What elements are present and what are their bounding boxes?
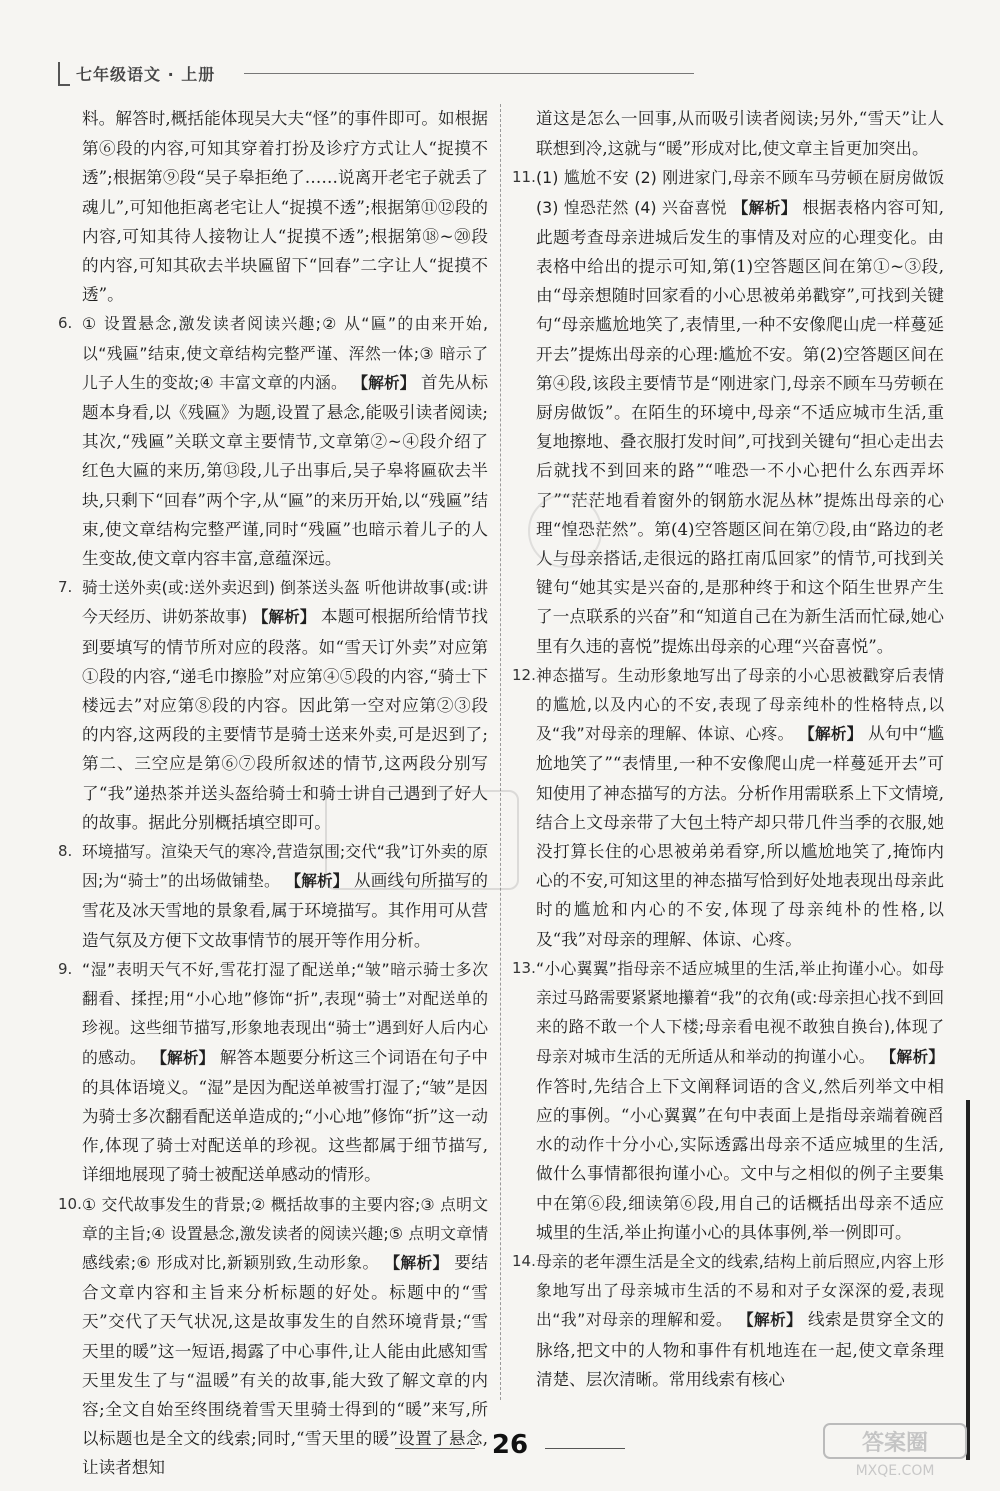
analysis-text: 道这是怎么一回事,从而吸引读者阅读;另外,“雪天”让人联想到冷,这就与“暖”形成对比,使文章主旨更加突出。 xyxy=(536,109,944,159)
analysis-label: 【解析】 xyxy=(880,1047,944,1066)
answer-item xyxy=(58,955,488,1190)
left-column xyxy=(58,104,489,1478)
question-number: 14. xyxy=(512,1251,536,1270)
answer-text: (1) 尴尬不安 (2) 刚进家门,母亲不顾车马劳顿在厨房做饭 (3) 惶恐茫然 (4) 兴奋喜悦 xyxy=(536,168,944,217)
column-divider xyxy=(500,104,501,1400)
analysis-label: 【解析】 xyxy=(252,608,316,627)
answer-item xyxy=(512,104,944,163)
analysis-label: 【解析】 xyxy=(285,872,349,891)
answer-item xyxy=(58,104,488,309)
analysis-text: 作答时,先结合上下文阐释词语的含义,然后列举文中相应的事例。“小心翼翼”在句中表面上是指母亲端着碗舀水的动作十分小心,实际透露出母亲不适应城里的生活,做什么事情都很拘谨小心。文中与之相似的例子主要集中在第⑥段,细读第⑥段,用自己的话概括出母亲不适应城里的生活,举止拘谨小心的具体事例,举一例即可。 xyxy=(536,1076,944,1242)
question-number: 8. xyxy=(58,842,73,861)
answer-site-logo xyxy=(820,1420,970,1480)
analysis-text: 线索是贯穿全文的脉络,把文中的人物和事件有机地连在一起,使文章条理清楚、层次清晰。常用线索有核心 xyxy=(536,1310,944,1389)
answer-text: ① 设置悬念,激发读者阅读兴趣;② 从“匾”的由来开始,以“残匾”结束,使文章结构完整严谨、浑然一体;③ 暗示了儿子人生的变故;④ 丰富文章的内涵。 xyxy=(82,314,488,392)
page-number: 26 xyxy=(491,1430,529,1460)
footer-rule-right xyxy=(545,1448,625,1449)
header-bracket xyxy=(58,62,70,86)
analysis-label: 【解析】 xyxy=(799,725,863,744)
header-rule xyxy=(244,73,694,74)
analysis-label: 【解析】 xyxy=(737,1311,803,1330)
question-number: 7. xyxy=(58,578,73,597)
analysis-text: 根据表格内容可知,此题考查母亲进城后发生的事情及对应的心理变化。由表格中给出的提示可知,第(1)空答题区间在第①~③段,由“母亲想随时回家看的小心思被弟弟戳穿”,可找到关键句“母亲尴尬地笑了,表情里,一种不安像爬山虎一样蔓延开去”提炼出母亲的心理:尴尬不安。第(2)空答题区间在第④段,该段主要情节是“刚进家门,母亲不顾车马劳顿在厨房做饭”。在陌生的环境中,母亲“不适应城市生活,重复地擦地、叠衣服打发时间”,可找到关键句“担心走出去后就找不到回来的路”“唯恐一不小心把什么东西弄坏了”“茫茫地看着窗外的钢筋水泥丛林”提炼出母亲的心理“惶恐茫然”。第(4)空答题区间在第⑦段,由“路边的老人与母亲搭话,走很远的路扛南瓜回家”的情节,可找到关键句“她其实是兴奋的,是那种终于和这个陌生世界产生了一点联系的兴奋”和“知道自己在为新生活而忙碌,她心里有久违的喜悦”提炼出母亲的心理“兴奋喜悦”。 xyxy=(536,197,944,656)
analysis-text: 本题可根据所给情节找到要填写的情节所对应的段落。如“雪天订外卖”对应第①段的内容,“递毛巾擦脸”对应第④⑤段的内容,“骑士下楼远去”对应第⑧段的内容。因此第一空对应第②③段的内容,这两段的主要情节是骑士送来外卖,可是迟到了;第二、三空应是第⑥⑦段所叙述的情节,这两段分别写了“我”递热茶并送头盔给骑士和骑士讲自己遇到了好人的故事。据此分别概括填空即可。 xyxy=(82,607,489,832)
analysis-text: 首先从标题本身看,以《残匾》为题,设置了悬念,能吸引读者阅读;其次,“残匾”关联文章主要情节,文章第②~④段介绍了红色大匾的来历,第⑬段,儿子出事后,吴子皋将匾砍去半块,只剩下“回春”两个字,从“匾”的来历开始,以“残匾”结束,使文章结构完整严谨,同时“残匾”也暗示着儿子的人生变故,使文章内容丰富,意蕴深远。 xyxy=(82,372,488,569)
answer-text: “小心翼翼”指母亲不适应城里的生活,举止拘谨小心。如母亲过马路需要紧紧地攥着“我”的衣角(或:母亲担心找不到回来的路不敢一个人下楼;母亲看电视不敢独自换台),体现了母亲对城市生活的无所适从和举动的拘谨小心。 xyxy=(536,958,944,1066)
answer-item xyxy=(512,163,944,660)
analysis-label: 【解析】 xyxy=(732,198,797,217)
answer-text: 母亲的老年漂生活是全文的线索,结构上前后照应,内容上形象地写出了母亲城市生活的不易和对子女深深的爱,表现出“我”对母亲的理解和爱。 xyxy=(536,1251,944,1330)
answer-text: 环境描写。渲染天气的寒冷,营造氛围;交代“我”订外卖的原因;为“骑士”的出场做铺垫。 xyxy=(82,842,488,891)
analysis-text: 料。解答时,概括能体现吴大夫“怪”的事件即可。如根据第⑥段的内容,可知其穿着打扮及诊疗方式让人“捉摸不透”;根据第⑨段“吴子皋拒绝了……说离开老宅子就丢了魂儿”,可知他拒离老宅让人“捉摸不透”;根据第⑪⑫段的内容,可知其待人接物让人“捉摸不透”;根据第⑱~⑳段的内容,可知其砍去半块匾留下“回春”二字让人“捉摸不透”。 xyxy=(82,109,488,305)
analysis-text: 从句中“尴尬地笑了”“表情里,一种不安像爬山虎一样蔓延开去”可知使用了神态描写的方法。分析作用需联系上下文情境,结合上文母亲带了大包土特产却只带几件当季的衣服,她没打算长住的心思被弟弟看穿,所以尴尬地笑了,掩饰内心的不安,可知这里的神态描写恰到好处地表现出母亲此时的尴尬和内心的不安,体现了母亲纯朴的性格,以及“我”对母亲的理解、体谅、心疼。 xyxy=(536,724,944,949)
question-number: 6. xyxy=(58,314,73,333)
svg-text:答案圈: 答案圈 xyxy=(861,1431,929,1456)
answer-item xyxy=(512,954,944,1247)
stamp-watermark xyxy=(325,790,519,890)
answer-item xyxy=(512,661,944,954)
analysis-label: 【解析】 xyxy=(352,373,416,392)
answer-text: 骑士送外卖(或:送外卖迟到) 倒茶送头盔 听他讲故事(或:讲今天经历、讲奶茶故事) xyxy=(82,578,488,627)
question-number: 9. xyxy=(58,959,73,978)
page-footer xyxy=(395,1428,625,1468)
analysis-text: 解答本题要分析这三个词语在句子中的具体语境义。“湿”是因为配送单被雪打湿了;“皱”是因为骑士多次翻看配送单造成的;“小心地”修饰“折”这一动作,体现了骑士对配送单的珍视。这些都属于细节描写,详细地展现了骑士被配送单感动的情形。 xyxy=(82,1047,488,1185)
page-edge-shadow xyxy=(966,1100,970,1460)
question-number: 10. xyxy=(58,1194,82,1213)
answer-item xyxy=(512,1247,944,1394)
analysis-label: 【解析】 xyxy=(384,1253,449,1272)
svg-text:MXQE.COM: MXQE.COM xyxy=(855,1463,935,1479)
page-header xyxy=(58,62,638,88)
seal-watermark xyxy=(528,494,602,568)
answer-text: ① 交代故事发生的背景;② 概括故事的主要内容;③ 点明文章的主旨;④ 设置悬念,激发读者的阅读兴趣;⑤ 点明文章情感线索;⑥ 形成对比,新颖别致,生动形象。 xyxy=(82,1194,488,1272)
answer-item xyxy=(58,309,488,573)
answer-text: 神态描写。生动形象地写出了母亲的小心思被戳穿后表情的尴尬,以及内心的不安,表现了母亲纯朴的性格特点,以及“我”对母亲的理解、体谅、心疼。 xyxy=(536,665,944,744)
analysis-text: 从画线句所描写的雪花及冰天雪地的景象看,属于环境描写。其作用可从营造气氛及方便下文故事情节的展开等作用分析。 xyxy=(82,871,489,950)
question-number: 11. xyxy=(512,168,536,187)
analysis-label: 【解析】 xyxy=(151,1048,215,1067)
question-number: 12. xyxy=(512,665,536,684)
answer-text: “湿”表明天气不好,雪花打湿了配送单;“皱”暗示骑士多次翻看、揉捏;用“小心地”修饰“折”,表现“骑士”对配送单的珍视。这些细节描写,形象地表现出“骑士”遇到好人后内心的感动。 xyxy=(82,959,488,1067)
right-column xyxy=(512,104,944,1404)
analysis-text: 要结合文章内容和主旨来分析标题的好处。标题中的“雪天”交代了天气状况,这是故事发生的自然环境背景;“雪天里的暖”这一短语,揭露了中心事件,让人能由此感知雪天里发生了与“温暖”有关的故事,能大致了解文章的内容;全文自始至终围绕着雪天里骑士得到的“暖”来写,所以标题也是全文的线索;同时,“雪天里的暖”设置了悬念,让读者想知 xyxy=(82,1252,488,1478)
question-number: 13. xyxy=(512,958,536,977)
header-title: 七年级语文 · 上册 xyxy=(76,65,216,84)
